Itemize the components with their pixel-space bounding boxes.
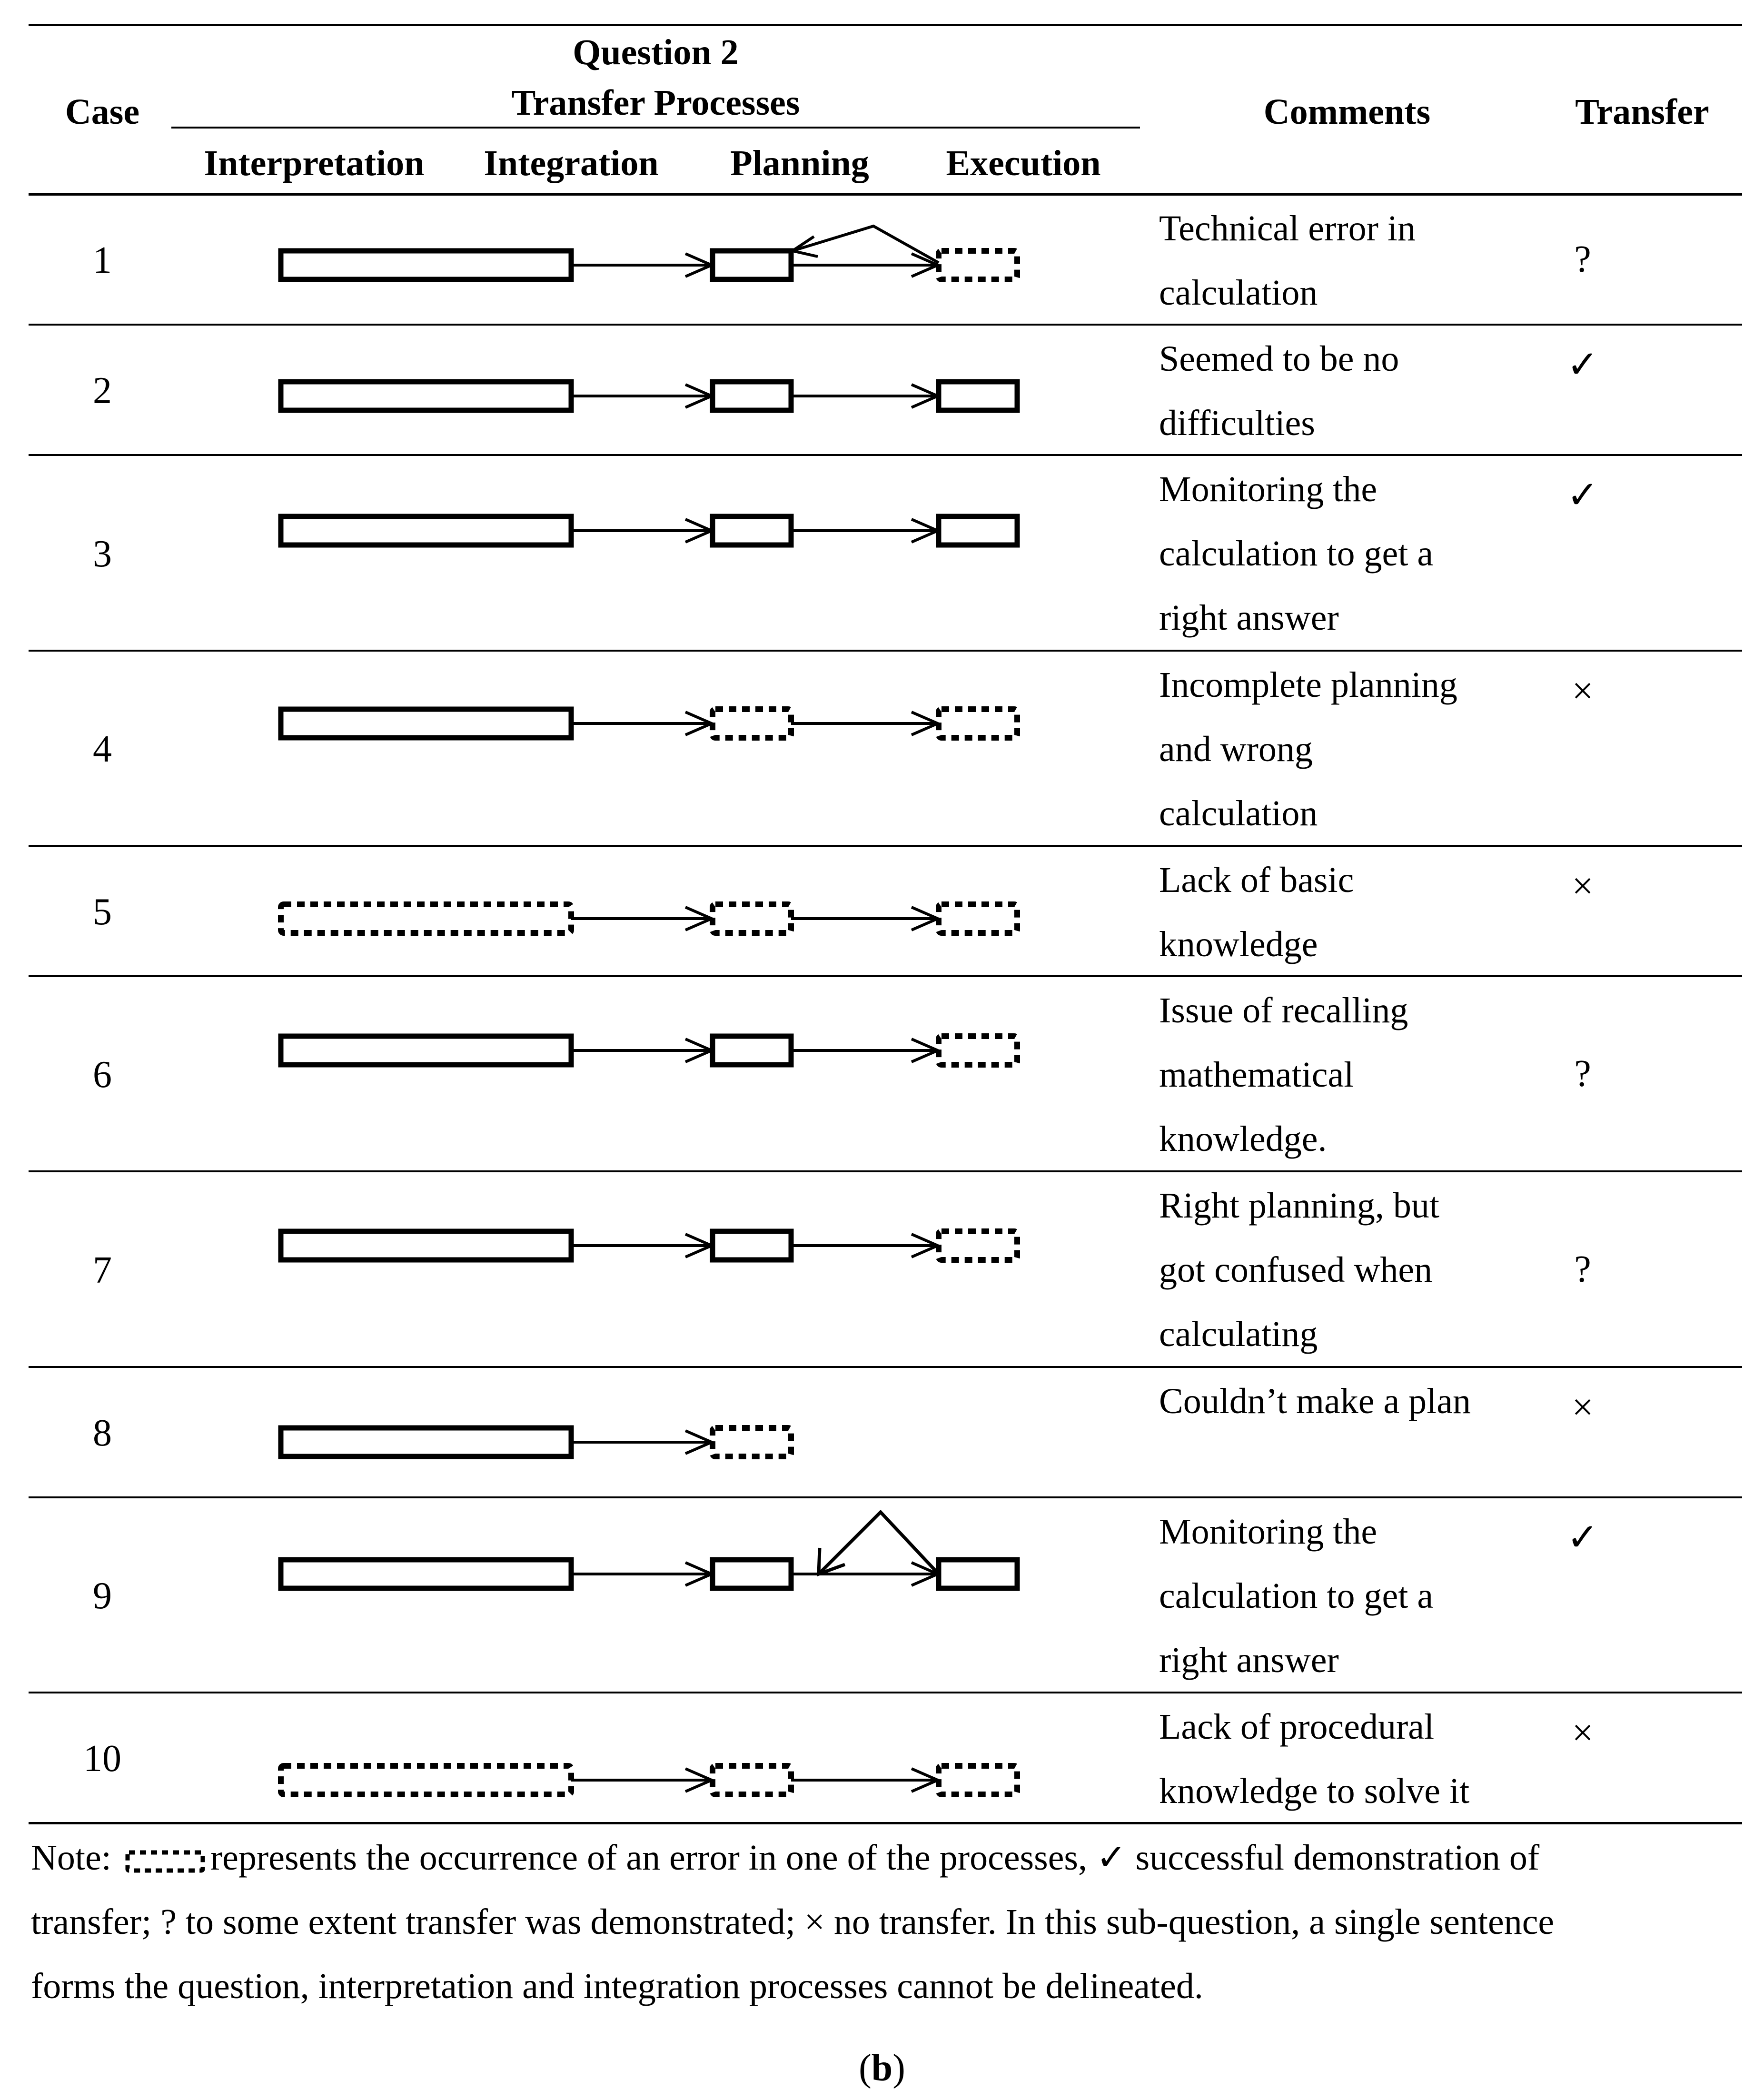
case-number: 2: [93, 370, 112, 412]
case-number: 3: [93, 533, 112, 575]
planning-box: [713, 1560, 791, 1588]
comment-line: and wrong: [1159, 729, 1313, 769]
comment-line: knowledge: [1159, 924, 1318, 964]
planning-box: [713, 709, 791, 738]
execution-box: [939, 516, 1017, 545]
case-number: 6: [93, 1054, 112, 1096]
comment-line: calculating: [1159, 1314, 1318, 1354]
interpretation-integration-box: [281, 709, 571, 738]
case-number: 10: [83, 1738, 121, 1780]
interpretation-integration-box: [281, 1428, 571, 1456]
error-box-icon: [125, 1850, 206, 1873]
header-case: Case: [65, 92, 140, 132]
planning-box: [713, 1036, 791, 1065]
execution-box: [939, 1560, 1017, 1588]
planning-box: [713, 1766, 791, 1794]
comment-line: got confused when: [1159, 1250, 1433, 1290]
comment-line: Lack of basic: [1159, 860, 1354, 900]
comment-line: mathematical: [1159, 1055, 1354, 1095]
comment-line: knowledge.: [1159, 1119, 1327, 1159]
comment-line: Right planning, but: [1159, 1186, 1439, 1226]
planning-box: [713, 1231, 791, 1260]
case-number: 8: [93, 1412, 112, 1454]
transfer-mark: ×: [1572, 670, 1594, 712]
comment-line: Incomplete planning: [1159, 665, 1457, 705]
comment-line: calculation to get a: [1159, 1576, 1434, 1616]
transfer-mark: ✓: [1566, 475, 1599, 516]
note-line-2: transfer; ? to some extent transfer was demonstrated; × no transfer. In this sub-question, a single sentence: [31, 1902, 1555, 1942]
planning-box: [713, 382, 791, 410]
note-line-3: forms the question, interpretation and integration processes cannot be delineated.: [31, 1966, 1203, 2006]
comment-line: Issue of recalling: [1159, 990, 1408, 1030]
header-interpretation: Interpretation: [204, 143, 425, 183]
case-number: 5: [93, 891, 112, 933]
case-number: 4: [93, 728, 112, 770]
execution-box: [939, 251, 1017, 279]
case-number: 9: [93, 1575, 112, 1617]
execution-box: [939, 382, 1017, 410]
planning-box: [713, 251, 791, 279]
comment-line: Monitoring the: [1159, 1512, 1378, 1552]
transfer-mark: ×: [1572, 865, 1594, 907]
comment-line: calculation: [1159, 793, 1318, 833]
planning-box: [713, 1428, 791, 1456]
transfer-mark: ×: [1572, 1386, 1594, 1428]
comment-line: right answer: [1159, 1640, 1339, 1680]
execution-box: [939, 1036, 1017, 1065]
execution-box: [939, 1766, 1017, 1794]
transfer-mark: ×: [1572, 1712, 1594, 1754]
comment-line: Monitoring the: [1159, 469, 1378, 509]
header-execution: Execution: [946, 143, 1101, 183]
case-number: 1: [93, 239, 112, 281]
header-planning: Planning: [730, 143, 869, 183]
planning-box: [713, 516, 791, 545]
comment-line: Seemed to be no: [1159, 339, 1399, 379]
note-label: Note:: [31, 1838, 111, 1878]
comment-line: right answer: [1159, 598, 1339, 638]
execution-box: [939, 709, 1017, 738]
interpretation-integration-box: [281, 1766, 571, 1794]
note-line-1-text: represents the occurrence of an error in one of the processes, ✓ successful demonstration of: [210, 1838, 1540, 1878]
comment-line: Couldn’t make a plan: [1159, 1381, 1471, 1421]
caption-letter: b: [871, 2047, 893, 2089]
interpretation-integration-box: [281, 382, 571, 410]
comment-line: Lack of procedural: [1159, 1707, 1435, 1747]
header-transfer: Transfer: [1575, 92, 1709, 132]
interpretation-integration-box: [281, 1231, 571, 1260]
feedback-loop: [819, 1512, 939, 1574]
interpretation-integration-box: [281, 904, 571, 933]
comment-line: calculation to get a: [1159, 534, 1434, 574]
comment-line: difficulties: [1159, 403, 1315, 443]
header-question: Question 2: [573, 32, 739, 72]
transfer-mark: ✓: [1566, 344, 1599, 386]
figure-caption: (b): [859, 2047, 905, 2089]
interpretation-integration-box: [281, 516, 571, 545]
comment-line: Technical error in: [1159, 208, 1416, 248]
header-comments: Comments: [1263, 92, 1431, 132]
case-number: 7: [93, 1249, 112, 1291]
comment-line: knowledge to solve it: [1159, 1771, 1470, 1811]
interpretation-integration-box: [281, 1560, 571, 1588]
execution-box: [939, 1231, 1017, 1260]
execution-box: [939, 904, 1017, 933]
header-transfer-processes: Transfer Processes: [511, 83, 800, 123]
transfer-mark: ?: [1574, 1053, 1591, 1095]
interpretation-integration-box: [281, 1036, 571, 1065]
transfer-mark: ✓: [1566, 1517, 1599, 1559]
interpretation-integration-box: [281, 251, 571, 279]
header-integration: Integration: [484, 143, 659, 183]
transfer-mark: ?: [1574, 1248, 1591, 1290]
transfer-mark: ?: [1574, 238, 1591, 280]
comment-line: calculation: [1159, 273, 1318, 313]
planning-box: [713, 904, 791, 933]
note-line-1: [31, 1826, 1735, 1890]
note: [31, 1826, 1735, 2019]
